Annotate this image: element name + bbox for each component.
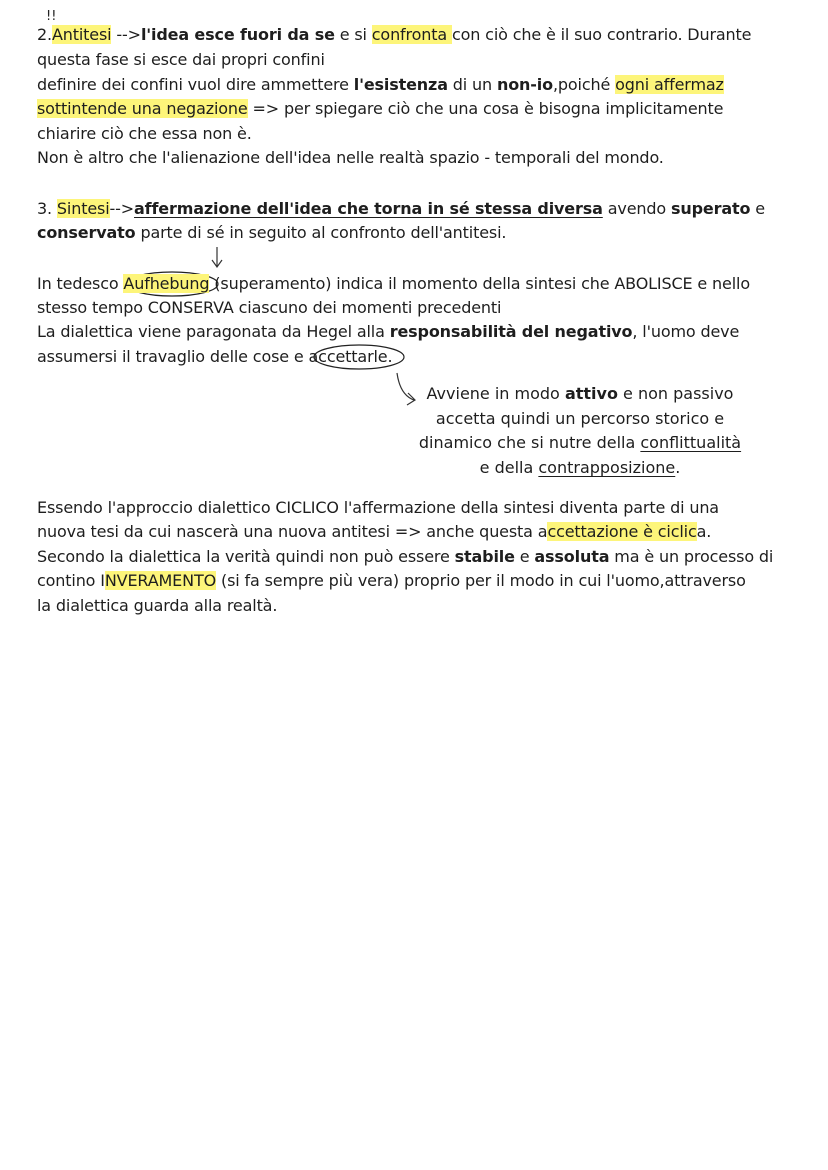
down-arrow-icon bbox=[212, 247, 222, 267]
antitesi-line-1: 2.Antitesi -->l'idea esce fuori da se e si confronta con ciò che è il suo contrario. Durante bbox=[37, 25, 752, 44]
antitesi-line-3: definire dei confini vuol dire ammettere l'esistenza di un non-io,poiché ogni affermaz bbox=[37, 75, 724, 94]
antitesi-line-6: Non è altro che l'alienazione dell'idea nelle realtà spazio - temporali del mondo. bbox=[37, 148, 664, 167]
ciclico-line-5: la dialettica guarda alla realtà. bbox=[37, 596, 278, 615]
exclamation-mark: !! bbox=[46, 9, 57, 24]
aufhebung-line-4: assumersi il travaglio delle cose e accettarle. bbox=[37, 347, 393, 366]
ciclico-line-2: nuova tesi da cui nascerà una nuova antitesi => anche questa accettazione è ciclica. bbox=[37, 522, 712, 541]
side-note-line-4: e della contrapposizione. bbox=[479, 458, 681, 477]
aufhebung-line-2: stesso tempo CONSERVA ciascuno dei momenti precedenti bbox=[37, 298, 502, 317]
antitesi-line-2: questa fase si esce dai propri confini bbox=[37, 50, 325, 69]
side-note-line-1: Avviene in modo attivo e non passivo bbox=[426, 384, 734, 403]
antitesi-line-4: sottintende una negazione => per spiegare ciò che una cosa è bisogna implicitamente bbox=[37, 99, 724, 118]
sintesi-line-1: 3. Sintesi-->affermazione dell'idea che torna in sé stessa diversa avendo superato e bbox=[37, 199, 765, 218]
aufhebung-line-1: In tedesco Aufhebung (superamento) indica il momento della sintesi che ABOLISCE e nello bbox=[37, 274, 750, 293]
sintesi-line-2: conservato parte di sé in seguito al confronto dell'antitesi. bbox=[37, 223, 507, 242]
antitesi-line-5: chiarire ciò che essa non è. bbox=[37, 124, 252, 143]
side-note-line-2: accetta quindi un percorso storico e bbox=[435, 409, 725, 428]
ciclico-line-4: contino INVERAMENTO (si fa sempre più vera) proprio per il modo in cui l'uomo,attraverso bbox=[37, 571, 746, 590]
ciclico-line-3: Secondo la dialettica la verità quindi non può essere stabile e assoluta ma è un processo di bbox=[37, 547, 774, 566]
aufhebung-line-3: La dialettica viene paragonata da Hegel alla responsabilità del negativo, l'uomo deve bbox=[37, 322, 740, 341]
ciclico-line-1: Essendo l'approccio dialettico CICLICO l'affermazione della sintesi diventa parte di una bbox=[37, 498, 719, 517]
side-note-line-3: dinamico che si nutre della conflittualità bbox=[418, 433, 742, 452]
